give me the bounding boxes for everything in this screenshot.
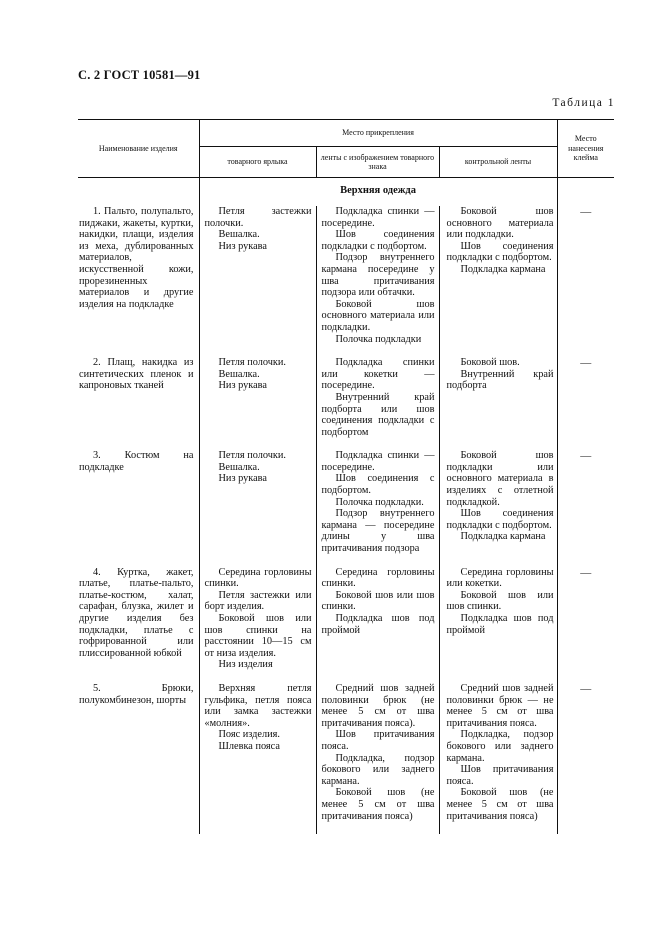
table-row: [78, 567, 614, 683]
cell-stamp-place: —: [580, 682, 592, 695]
cell-product-name: [78, 567, 199, 683]
column-header-label: товарного ярлыка: [199, 147, 316, 178]
cell-paragraph: Петля застежки или борт изделия.: [204, 589, 312, 613]
cell-paragraph: Низ рукава: [218, 380, 267, 392]
cell-paragraph: Полочка подкладки.: [335, 496, 424, 508]
cell-paragraph: Средний шов задней половинки брюк (не менее 5 см от шва притачивания пояса).: [321, 682, 435, 729]
cell-paragraph: Середина горловины спинки.: [321, 566, 435, 590]
cell-paragraph: Боковой шов основного материала или подкладки.: [321, 298, 435, 333]
attachment-table: [78, 119, 614, 834]
cell-paragraph: 1. Пальто, полупальто, пиджаки, жакеты, куртки, накидки, плащи, изделия из меха, дублированных материалов, искусственной кожи, прорезиненных материалов и другие изделия на подкладке: [79, 206, 194, 310]
cell-paragraph: Шов соединения подкладки с подбортом.: [446, 240, 554, 264]
table-row: [78, 450, 614, 566]
cell-paragraph: Боковой шов или шов спинки на расстоянии 10—15 см от низа изделия.: [204, 613, 312, 659]
cell-trademark-place: [316, 450, 439, 566]
cell-paragraph: Подкладка спинки — посередине.: [321, 206, 435, 229]
cell-paragraph: Середина горловины спинки.: [204, 566, 312, 590]
cell-stamp-place: —: [580, 357, 592, 370]
cell-paragraph: Петля застежки полочки.: [204, 206, 312, 229]
cell-control-place: [439, 567, 557, 683]
cell-product-name: [78, 206, 199, 357]
cell-paragraph: Пояс изделия.: [218, 729, 280, 741]
cell-paragraph: Подкладка кармана: [460, 531, 546, 543]
cell-paragraph: Шов притачивания пояса.: [446, 764, 554, 787]
page-header: С. 2 ГОСТ 10581—91: [78, 68, 201, 82]
cell-paragraph: Боковой шов или шов спинки.: [321, 589, 435, 613]
cell-paragraph: 3. Костюм на подкладке: [79, 450, 194, 473]
cell-trademark-place: [316, 357, 439, 450]
cell-paragraph: 5. Брюки, полукомбинезон, шорты: [79, 682, 194, 706]
cell-product-name: [78, 450, 199, 566]
cell-trademark-place: [316, 683, 439, 834]
cell-paragraph: Вешалка.: [218, 229, 260, 241]
cell-control-place: [439, 357, 557, 450]
cell-paragraph: Боковой шов.: [460, 357, 520, 369]
cell-paragraph: Боковой шов основного материала или подкладки.: [446, 206, 554, 241]
cell-trademark-place: [316, 206, 439, 357]
table-row: [78, 683, 614, 834]
column-header-trademark: ленты с изображением товарного знака: [316, 147, 439, 178]
cell-product-name: [78, 683, 199, 834]
column-header-control: контрольной ленты: [439, 147, 557, 178]
cell-paragraph: Полочка подкладки: [335, 333, 422, 345]
cell-label-place: [199, 206, 316, 357]
cell-paragraph: Боковой шов или шов спинки.: [446, 589, 554, 613]
cell-paragraph: Боковой шов (не менее 5 см от шва притачивания пояса): [446, 787, 554, 822]
cell-control-place: [439, 683, 557, 834]
section-title: Верхняя одежда: [199, 178, 557, 207]
cell-paragraph: 4. Куртка, жакет, платье, платье-пальто, платье-костюм, халат, сарафан, блузка, жилет и другие изделия без подкладки, платье с гофрированной или плиссированной юбкой: [79, 566, 194, 659]
cell-paragraph: Боковой шов подкладки или основного материала в изделиях с отлетной подкладкой.: [446, 450, 554, 508]
cell-paragraph: Подкладка шов под проймой: [321, 613, 435, 636]
cell-label-place: [199, 450, 316, 566]
cell-stamp-place: —: [580, 566, 592, 579]
cell-paragraph: Середина горловины или кокетки.: [446, 566, 554, 590]
cell-paragraph: Подкладка спинки или кокетки — посередине.: [321, 357, 435, 392]
cell-paragraph: Шов соединения подкладки с подбортом.: [321, 229, 435, 252]
cell-paragraph: Средний шов задней половинки брюк — не менее 5 см от шва притачивания пояса.: [446, 682, 554, 729]
cell-paragraph: Низ рукава: [218, 473, 267, 485]
table-row: [78, 357, 614, 450]
cell-paragraph: Подкладка, подзор бокового или заднего кармана.: [446, 729, 554, 764]
cell-paragraph: Подкладка шов под проймой: [446, 613, 554, 636]
table-number: Таблица 1: [552, 97, 615, 109]
cell-paragraph: Внутренний край подборта или шов соединения подкладки с подбортом: [321, 391, 435, 438]
cell-trademark-place: [316, 567, 439, 683]
cell-control-place: [439, 450, 557, 566]
table-row: [78, 206, 614, 357]
cell-stamp-place: —: [580, 206, 592, 218]
cell-paragraph: Подзор внутреннего кармана — посередине длины у шва притачивания подзора: [321, 508, 435, 555]
cell-paragraph: Шов соединения с подбортом.: [321, 473, 435, 497]
cell-paragraph: Петля полочки.: [218, 450, 287, 462]
column-header-stamp: Место нанесения клейма: [557, 120, 614, 178]
cell-paragraph: Низ изделия: [218, 659, 273, 671]
cell-paragraph: Вешалка.: [218, 368, 260, 380]
cell-paragraph: Верхняя петля гульфика, петля пояса или замка застежки «молния».: [204, 682, 312, 729]
cell-label-place: [199, 357, 316, 450]
column-header-group: Место прикрепления: [199, 120, 557, 147]
cell-product-name: [78, 357, 199, 450]
cell-paragraph: Шов соединения подкладки с подбортом.: [446, 508, 554, 531]
cell-paragraph: Боковой шов (не менее 5 см от шва притачивания пояса): [321, 787, 435, 822]
cell-paragraph: Шлевка пояса: [218, 740, 280, 752]
cell-paragraph: Вешалка.: [218, 461, 260, 473]
cell-paragraph: Шов притачивания пояса.: [321, 729, 435, 752]
cell-stamp-place: —: [580, 450, 592, 463]
cell-paragraph: Низ рукава: [218, 240, 267, 252]
cell-paragraph: Подзор внутреннего кармана посередине у шва притачивания подзора или обтачки.: [321, 252, 435, 299]
cell-paragraph: Подкладка спинки — посередине.: [321, 450, 435, 473]
cell-paragraph: Подкладка кармана: [460, 263, 546, 275]
cell-paragraph: 2. Плащ, накидка из синтетических пленок и капроновых тканей: [79, 357, 194, 392]
cell-label-place: [199, 683, 316, 834]
cell-control-place: [439, 206, 557, 357]
cell-paragraph: Петля полочки.: [218, 357, 287, 369]
column-header-name: Наименование изделия: [78, 120, 199, 178]
cell-label-place: [199, 567, 316, 683]
cell-paragraph: Внутренний край подборта: [446, 368, 554, 392]
cell-paragraph: Подкладка, подзор бокового или заднего кармана.: [321, 752, 435, 787]
